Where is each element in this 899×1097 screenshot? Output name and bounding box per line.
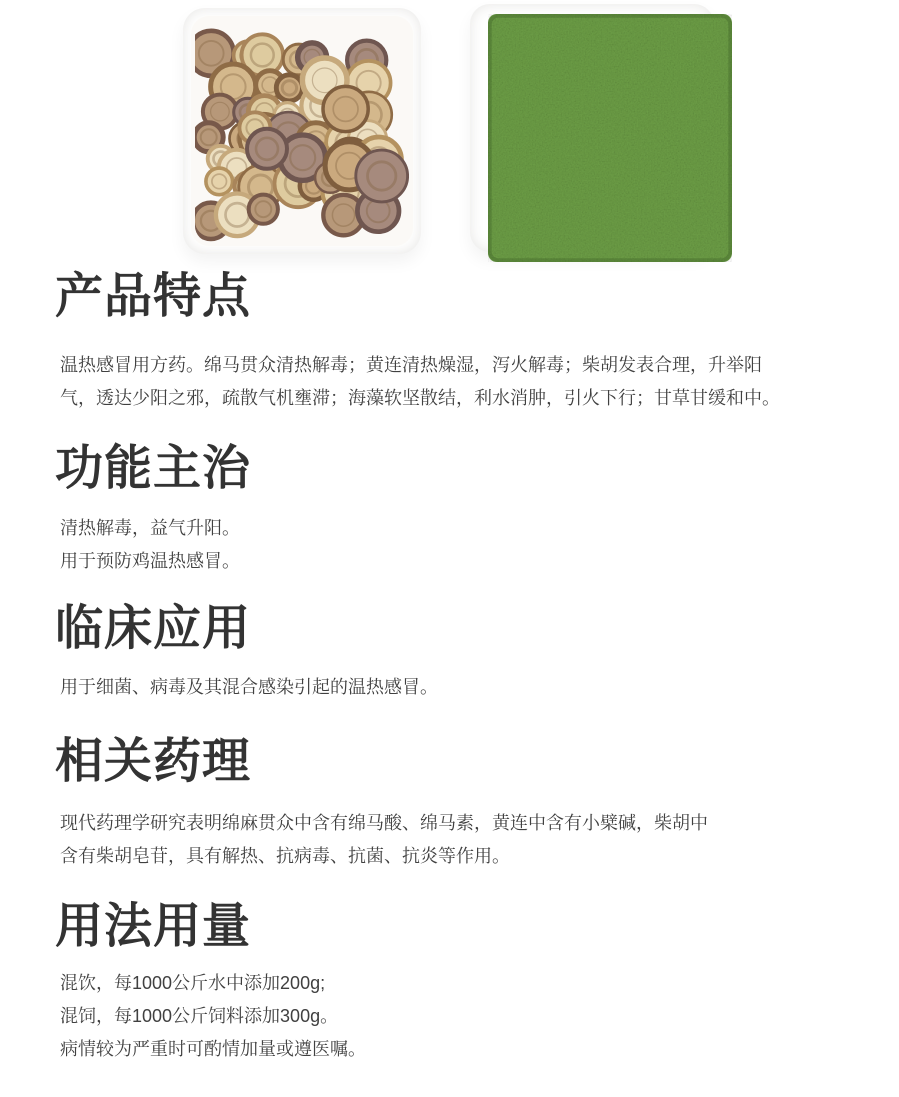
licorice-slices-photo	[183, 8, 421, 254]
body-line: 气，透达少阳之邪，疏散气机壅滞；海藻软坚散结，利水消肿，引火下行；甘草甘缓和中。	[60, 388, 780, 408]
section-title-usage-dosage: 用法用量	[55, 900, 252, 953]
body-line: 用于预防鸡温热感冒。	[60, 551, 240, 571]
green-powder-image	[488, 14, 732, 262]
body-line: 现代药理学研究表明绵麻贯众中含有绵马酸、绵马素，黄连中含有小檗碱，柴胡中	[60, 813, 708, 833]
product-photos	[0, 0, 899, 262]
green-powder-photo	[470, 4, 714, 252]
body-line: 混饲，每1000公斤饲料添加300g。	[60, 1006, 339, 1026]
section-body-product-features	[60, 349, 780, 415]
section-title-function-indications: 功能主治	[55, 442, 252, 495]
section-title-clinical-application: 临床应用	[55, 602, 252, 655]
body-line: 混饮，每1000公斤水中添加200g;	[60, 973, 326, 993]
section-body-clinical-application	[60, 671, 438, 704]
body-line: 用于细菌、病毒及其混合感染引起的温热感冒。	[60, 677, 438, 697]
body-line: 清热解毒，益气升阳。	[60, 518, 240, 538]
body-line: 病情较为严重时可酌情加量或遵医嘱。	[60, 1039, 366, 1059]
section-body-function-indications	[60, 512, 240, 578]
section-body-usage-dosage	[60, 967, 366, 1066]
body-line: 温热感冒用方药。绵马贯众清热解毒；黄连清热燥湿，泻火解毒；柴胡发表合理，升举阳	[60, 355, 762, 375]
section-title-pharmacology: 相关药理	[55, 735, 252, 788]
section-title-product-features: 产品特点	[55, 270, 252, 323]
licorice-slices-image	[183, 8, 421, 254]
body-line: 含有柴胡皂苷，具有解热、抗病毒、抗菌、抗炎等作用。	[60, 846, 510, 866]
section-body-pharmacology	[60, 807, 708, 873]
